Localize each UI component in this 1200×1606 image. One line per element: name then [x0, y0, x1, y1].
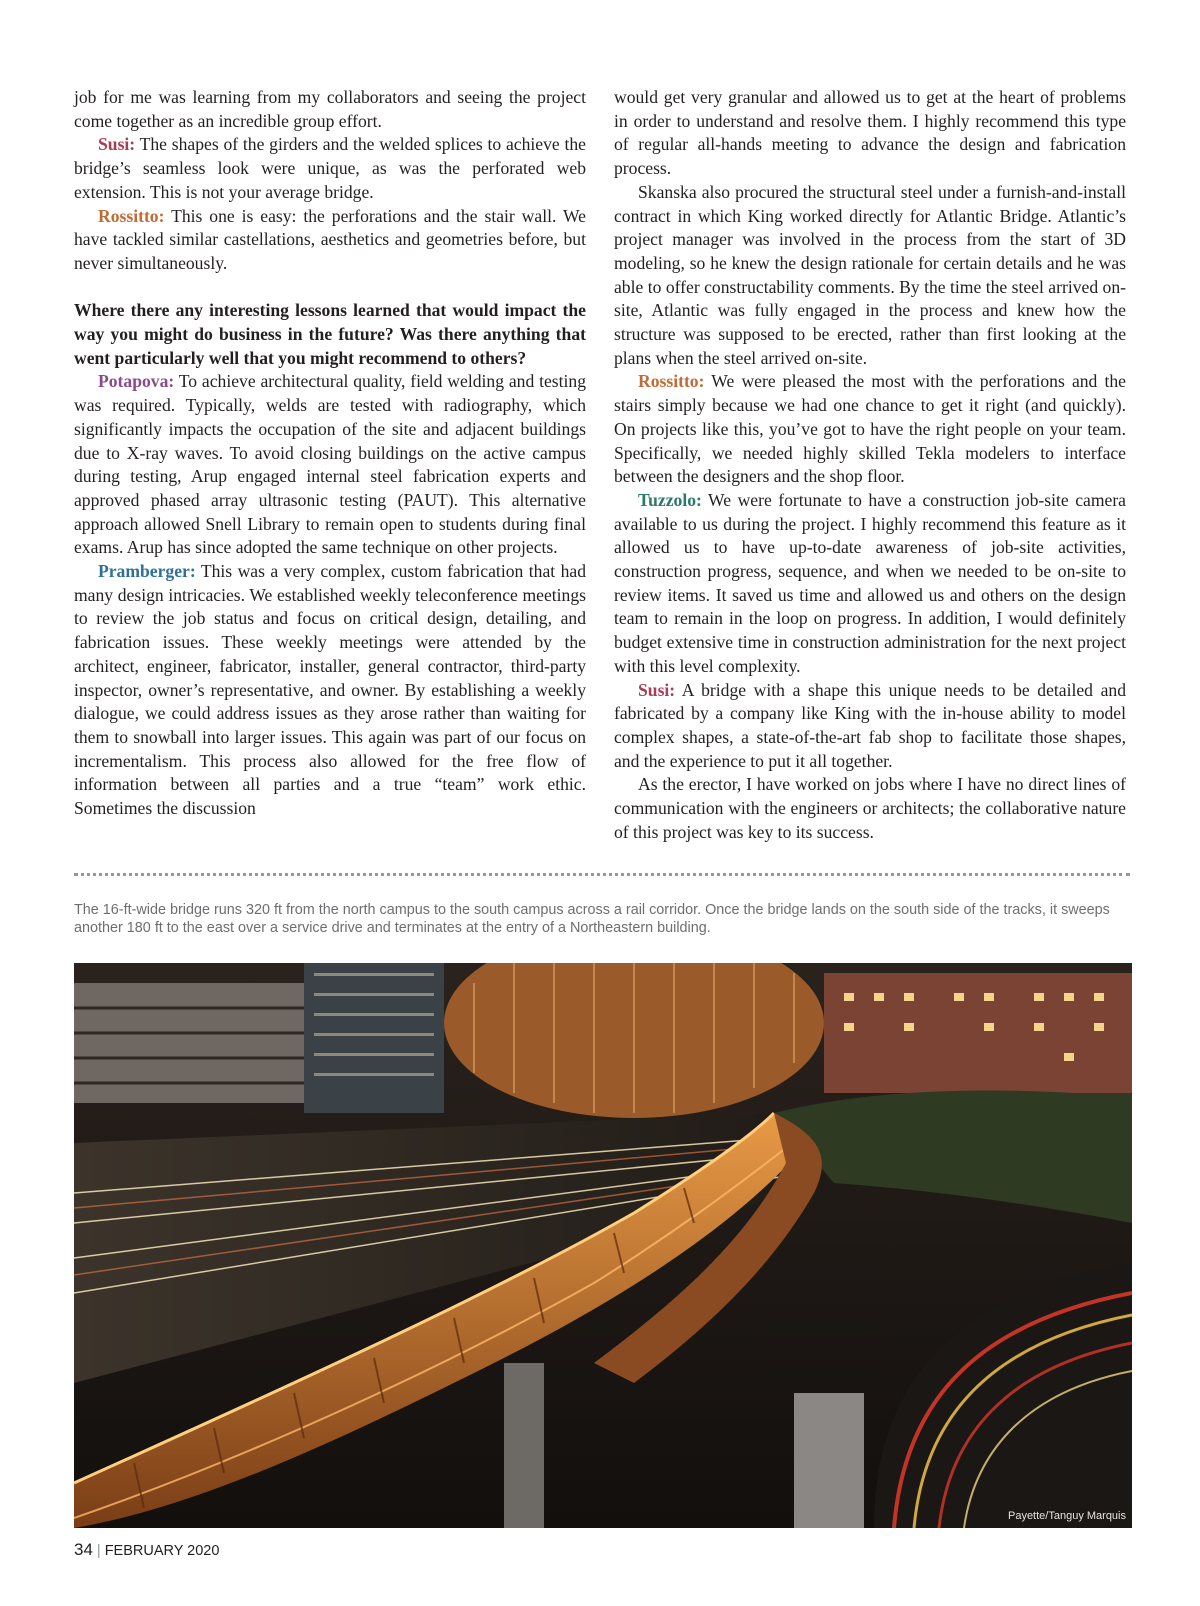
paragraph: Skanska also procured the structural steel under a furnish-and-install contract in which King worked directly for Atlantic Bridge. Atlantic’s project manager was involved in the process from the start of 3D modeling, so he knew the design rationale for certain details and he was able to offer constructability comments. By the time the steel arrived on-site, Atlantic was fully engaged in the process and knew how the structure was supposed to be erected, rather than first looking at the plans when the steel arrived on-site. [614, 181, 1126, 368]
speaker-name: Susi: [98, 134, 136, 155]
issue-date: FEBRUARY 2020 [104, 1543, 220, 1559]
page-footer [74, 1540, 219, 1560]
speaker-name: Potapova: [98, 371, 175, 392]
paragraph: As the erector, I have worked on jobs where I have no direct lines of communication with the engineers or architects; the collaborative nature of this project was key to its success. [614, 774, 1126, 842]
photo-caption: The 16-ft-wide bridge runs 320 ft from the north campus to the south campus across a rail corridor. Once the bridge lands on the south side of the tracks, it sweeps another 180 ft to the east over a service drive and terminates at the entry of a Northeastern building. [74, 902, 1110, 936]
right-text-column [614, 86, 1126, 845]
paragraph [74, 370, 586, 560]
photo-credit: Payette/Tanguy Marquis [1007, 1510, 1126, 1522]
paragraph-text: To achieve architectural quality, field welding and testing was required. Typically, welds are tested with radiography, which significantly impacts the occupation of the site and adjacent buildings due to X-ray waves. To avoid closing buildings on the active campus during testing, Arup engaged internal steel fabrication experts and approved phased array ultrasonic testing (PAUT). This alternative approach allowed Snell Library to remain open to students during final exams. Arup has since adopted the same technique on other projects. [74, 371, 586, 558]
paragraph: job for me was learning from my collaborators and seeing the project come together as an incredible group effort. [74, 87, 586, 131]
paragraph-text: This one is easy: the perforations and the stair wall. We have tackled similar castellations, aesthetics and geometries before, but never simultaneously. [74, 205, 586, 273]
paragraph: would get very granular and allowed us to get at the heart of problems in order to understand and resolve them. I highly recommend this type of regular all-hands meeting to advance the design and fabrication process. [614, 87, 1126, 179]
speaker-name: Rossitto: [638, 371, 705, 392]
speaker-name: Tuzzolo: [638, 489, 702, 510]
paragraph [74, 133, 586, 204]
paragraph-text: We were pleased the most with the perforations and the stairs simply because we had one chance to get it right (and quickly). On projects like this, you’ve got to have the right people on your team. Specifically, we needed highly skilled Tekla modelers to interface between the designers and the shop floor. [614, 371, 1126, 487]
dotted-divider [74, 873, 1130, 876]
paragraph [614, 679, 1126, 774]
left-text-column [74, 86, 586, 821]
speaker-name: Rossitto: [98, 205, 165, 226]
paragraph [614, 370, 1126, 489]
paragraph [74, 560, 586, 821]
paragraph-text: The shapes of the girders and the welded splices to achieve the bridge’s seamless look were unique, as was the perforated web extension. This is not your average bridge. [74, 134, 586, 202]
paragraph-text: We were fortunate to have a construction job-site camera available to us during the project. I highly recommend this feature as it allowed us to have up-to-date awareness of job-site activities, construction progress, sequence, and when we needed to be on-site to review items. It saved us time and allowed us and others on the design team to remain in the loop on progress. In addition, I would definitely budget extensive time in construction administration for the next project with this level complexity. [614, 489, 1126, 676]
footer-separator: | [96, 1543, 101, 1559]
paragraph-text: A bridge with a shape this unique needs to be detailed and fabricated by a company like King with the in-house ability to model complex shapes, a state-of-the-art fab shop to facilitate those shapes, and the experience to put it all together. [614, 679, 1126, 771]
bridge-photo [74, 963, 1132, 1528]
paragraph [614, 489, 1126, 679]
interview-question: Where there any interesting lessons learned that would impact the way you might do business in the future? Was there anything that went particularly well that you might recommend to others? [74, 300, 586, 368]
paragraph-text: This was a very complex, custom fabrication that had many design intricacies. We established weekly teleconference meetings to review the job status and focus on critical design, detailing, and fabrication issues. These weekly meetings were attended by the architect, engineer, fabricator, installer, general contractor, third-party inspector, owner’s representative, and owner. By establishing a weekly dialogue, we could address issues as they arose rather than waiting for them to snowball into larger issues. This again was part of our focus on incrementalism. This process also allowed for the free flow of information between all parties and a true “team” work ethic. Sometimes the discussion [74, 561, 586, 819]
speaker-name: Pramberger: [98, 561, 196, 582]
speaker-name: Susi: [638, 679, 676, 700]
page-number: 34 [74, 1540, 93, 1559]
paragraph [74, 205, 586, 276]
bridge-photo-illustration [74, 963, 1132, 1528]
